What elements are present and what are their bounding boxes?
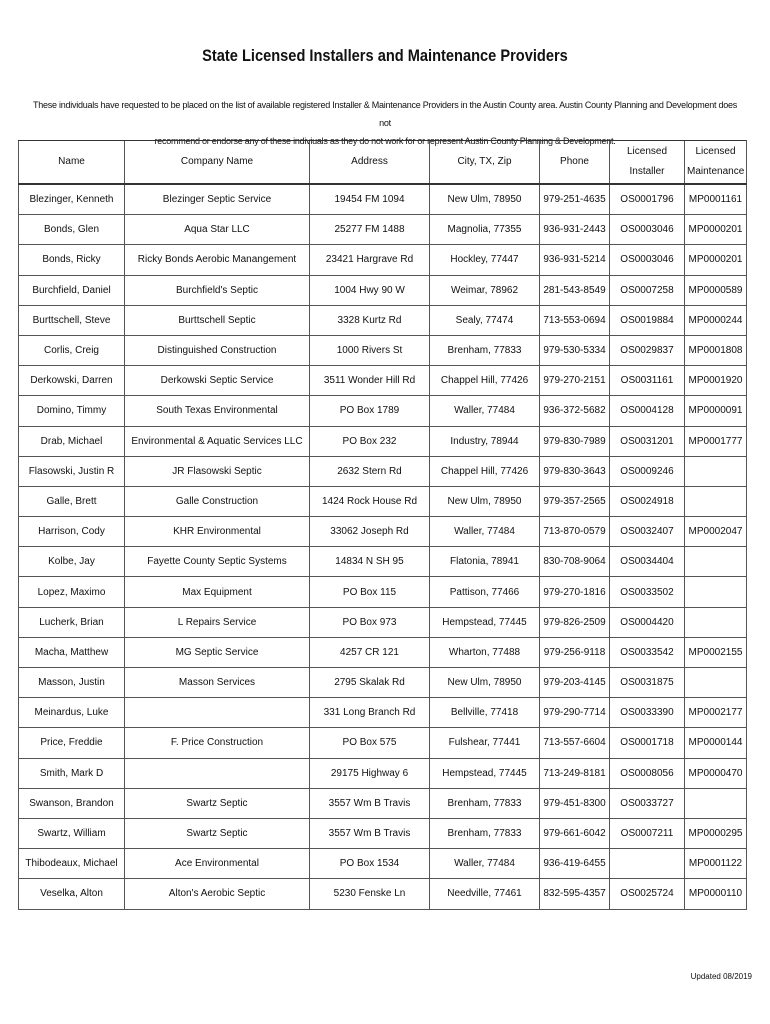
- cell-installer: OS0004420: [610, 607, 685, 637]
- cell-phone: 830-708-9064: [540, 547, 610, 577]
- cell-name: Drab, Michael: [19, 426, 125, 456]
- cell-name: Derkowski, Darren: [19, 366, 125, 396]
- cell-maintenance: MP0000091: [685, 396, 747, 426]
- cell-company: MG Septic Service: [125, 637, 310, 667]
- cell-installer: OS0024918: [610, 486, 685, 516]
- cell-city: Bellville, 77418: [430, 698, 540, 728]
- cell-city: Fulshear, 77441: [430, 728, 540, 758]
- cell-maintenance: MP0002047: [685, 517, 747, 547]
- cell-installer: OS0031875: [610, 668, 685, 698]
- cell-maintenance: MP0000589: [685, 275, 747, 305]
- table-row: [19, 456, 747, 486]
- cell-city: Flatonia, 78941: [430, 547, 540, 577]
- cell-maintenance: MP0000201: [685, 245, 747, 275]
- cell-company: Burttschell Septic: [125, 305, 310, 335]
- cell-maintenance: MP0000201: [685, 215, 747, 245]
- cell-name: Smith, Mark D: [19, 758, 125, 788]
- cell-name: Masson, Justin: [19, 668, 125, 698]
- cell-installer: OS0004128: [610, 396, 685, 426]
- cell-company: Burchfield's Septic: [125, 275, 310, 305]
- cell-installer: OS0003046: [610, 245, 685, 275]
- cell-phone: 936-419-6455: [540, 849, 610, 879]
- column-header-maintenance-line: Maintenance: [687, 166, 745, 177]
- cell-installer: OS0029837: [610, 335, 685, 365]
- cell-name: Lucherk, Brian: [19, 607, 125, 637]
- cell-name: Thibodeaux, Michael: [19, 849, 125, 879]
- table-row: [19, 245, 747, 275]
- cell-phone: 979-251-4635: [540, 184, 610, 215]
- cell-phone: 979-270-1816: [540, 577, 610, 607]
- cell-city: Chappel Hill, 77426: [430, 456, 540, 486]
- table-row: [19, 879, 747, 909]
- cell-city: Waller, 77484: [430, 396, 540, 426]
- cell-company: Aqua Star LLC: [125, 215, 310, 245]
- cell-address: PO Box 1534: [310, 849, 430, 879]
- table-row: [19, 275, 747, 305]
- table-row: [19, 577, 747, 607]
- cell-installer: OS0034404: [610, 547, 685, 577]
- table-row: [19, 215, 747, 245]
- table-row: [19, 668, 747, 698]
- cell-city: New Ulm, 78950: [430, 184, 540, 215]
- cell-name: Price, Freddie: [19, 728, 125, 758]
- cell-phone: 979-256-9118: [540, 637, 610, 667]
- table-row: [19, 305, 747, 335]
- cell-company: Blezinger Septic Service: [125, 184, 310, 215]
- cell-installer: OS0009246: [610, 456, 685, 486]
- cell-company: South Texas Environmental: [125, 396, 310, 426]
- column-header-maintenance: [685, 141, 747, 185]
- table-row: [19, 637, 747, 667]
- cell-installer: OS0001796: [610, 184, 685, 215]
- cell-phone: 979-290-7714: [540, 698, 610, 728]
- cell-company: L Repairs Service: [125, 607, 310, 637]
- table-row: [19, 184, 747, 215]
- cell-address: 5230 Fenske Ln: [310, 879, 430, 909]
- cell-installer: OS0003046: [610, 215, 685, 245]
- table-row: [19, 366, 747, 396]
- cell-phone: 979-830-3643: [540, 456, 610, 486]
- cell-installer: OS0031161: [610, 366, 685, 396]
- table-row: [19, 547, 747, 577]
- cell-city: Waller, 77484: [430, 849, 540, 879]
- column-header-maintenance-line: Licensed: [695, 146, 736, 157]
- cell-name: Swanson, Brandon: [19, 788, 125, 818]
- table-header-row: [19, 141, 747, 185]
- cell-name: Meinardus, Luke: [19, 698, 125, 728]
- cell-address: 23421 Hargrave Rd: [310, 245, 430, 275]
- cell-installer: OS0033390: [610, 698, 685, 728]
- cell-address: 2632 Stern Rd: [310, 456, 430, 486]
- cell-maintenance: [685, 577, 747, 607]
- cell-phone: 979-270-2151: [540, 366, 610, 396]
- cell-maintenance: [685, 547, 747, 577]
- column-header-phone: Phone: [540, 141, 610, 185]
- cell-phone: 713-553-0694: [540, 305, 610, 335]
- cell-address: 4257 CR 121: [310, 637, 430, 667]
- cell-company: Galle Construction: [125, 486, 310, 516]
- cell-name: Lopez, Maximo: [19, 577, 125, 607]
- cell-city: Hockley, 77447: [430, 245, 540, 275]
- cell-phone: 979-530-5334: [540, 335, 610, 365]
- table-row: [19, 758, 747, 788]
- cell-address: 2795 Skalak Rd: [310, 668, 430, 698]
- cell-installer: OS0007258: [610, 275, 685, 305]
- cell-address: PO Box 973: [310, 607, 430, 637]
- cell-address: 25277 FM 1488: [310, 215, 430, 245]
- cell-city: Brenham, 77833: [430, 788, 540, 818]
- cell-maintenance: MP0001161: [685, 184, 747, 215]
- cell-company: Alton's Aerobic Septic: [125, 879, 310, 909]
- table-row: [19, 426, 747, 456]
- cell-maintenance: MP0000470: [685, 758, 747, 788]
- cell-maintenance: MP0002155: [685, 637, 747, 667]
- table-body: [19, 184, 747, 909]
- cell-phone: 832-595-4357: [540, 879, 610, 909]
- cell-company: JR Flasowski Septic: [125, 456, 310, 486]
- cell-company: F. Price Construction: [125, 728, 310, 758]
- cell-name: Flasowski, Justin R: [19, 456, 125, 486]
- cell-address: 1004 Hwy 90 W: [310, 275, 430, 305]
- table-row: [19, 607, 747, 637]
- cell-city: Waller, 77484: [430, 517, 540, 547]
- cell-name: Burttschell, Steve: [19, 305, 125, 335]
- cell-name: Swartz, William: [19, 818, 125, 848]
- cell-name: Corlis, Creig: [19, 335, 125, 365]
- cell-company: Ricky Bonds Aerobic Manangement: [125, 245, 310, 275]
- cell-phone: 979-826-2509: [540, 607, 610, 637]
- cell-company: KHR Environmental: [125, 517, 310, 547]
- cell-installer: OS0031201: [610, 426, 685, 456]
- cell-address: 3328 Kurtz Rd: [310, 305, 430, 335]
- table-row: [19, 849, 747, 879]
- cell-company: [125, 698, 310, 728]
- column-header-name: Name: [19, 141, 125, 185]
- cell-maintenance: [685, 607, 747, 637]
- cell-name: Veselka, Alton: [19, 879, 125, 909]
- cell-company: Environmental & Aquatic Services LLC: [125, 426, 310, 456]
- cell-installer: OS0033727: [610, 788, 685, 818]
- cell-phone: 979-661-6042: [540, 818, 610, 848]
- table-row: [19, 698, 747, 728]
- cell-address: 3557 Wm B Travis: [310, 818, 430, 848]
- cell-phone: 713-557-6604: [540, 728, 610, 758]
- cell-phone: 979-830-7989: [540, 426, 610, 456]
- table-row: [19, 788, 747, 818]
- cell-name: Domino, Timmy: [19, 396, 125, 426]
- cell-maintenance: MP0002177: [685, 698, 747, 728]
- cell-company: Fayette County Septic Systems: [125, 547, 310, 577]
- cell-maintenance: [685, 668, 747, 698]
- cell-address: 29175 Highway 6: [310, 758, 430, 788]
- cell-company: Masson Services: [125, 668, 310, 698]
- cell-address: 3557 Wm B Travis: [310, 788, 430, 818]
- cell-city: Brenham, 77833: [430, 335, 540, 365]
- cell-phone: 713-870-0579: [540, 517, 610, 547]
- intro-line: These individuals have requested to be placed on the list of available registered Installer & Maintenance Providers in the Austin County area. Austin County Planning and Development does not: [33, 100, 737, 128]
- intro-line: recommend or endorse any of these indiviuals as they do not work for or represent Austin County Planning & Development.: [154, 136, 616, 146]
- cell-address: 331 Long Branch Rd: [310, 698, 430, 728]
- cell-name: Galle, Brett: [19, 486, 125, 516]
- cell-city: Needville, 77461: [430, 879, 540, 909]
- cell-name: Blezinger, Kenneth: [19, 184, 125, 215]
- cell-installer: [610, 849, 685, 879]
- cell-phone: 936-372-5682: [540, 396, 610, 426]
- cell-maintenance: MP0000110: [685, 879, 747, 909]
- cell-name: Harrison, Cody: [19, 517, 125, 547]
- cell-phone: 979-451-8300: [540, 788, 610, 818]
- cell-installer: OS0001718: [610, 728, 685, 758]
- cell-address: 14834 N SH 95: [310, 547, 430, 577]
- cell-maintenance: [685, 456, 747, 486]
- cell-address: 19454 FM 1094: [310, 184, 430, 215]
- cell-installer: OS0033502: [610, 577, 685, 607]
- cell-company: Distinguished Construction: [125, 335, 310, 365]
- cell-phone: 936-931-5214: [540, 245, 610, 275]
- cell-maintenance: [685, 486, 747, 516]
- cell-maintenance: MP0001122: [685, 849, 747, 879]
- cell-name: Macha, Matthew: [19, 637, 125, 667]
- table-row: [19, 335, 747, 365]
- providers-table: [18, 140, 747, 910]
- cell-maintenance: MP0000144: [685, 728, 747, 758]
- cell-city: Wharton, 77488: [430, 637, 540, 667]
- table-row: [19, 728, 747, 758]
- table-row: [19, 396, 747, 426]
- cell-city: Hempstead, 77445: [430, 758, 540, 788]
- cell-installer: OS0032407: [610, 517, 685, 547]
- cell-company: Ace Environmental: [125, 849, 310, 879]
- cell-name: Bonds, Ricky: [19, 245, 125, 275]
- cell-maintenance: MP0000295: [685, 818, 747, 848]
- cell-maintenance: MP0001777: [685, 426, 747, 456]
- cell-phone: 979-203-4145: [540, 668, 610, 698]
- cell-city: New Ulm, 78950: [430, 486, 540, 516]
- page-title: State Licensed Installers and Maintenance Providers: [202, 46, 568, 65]
- cell-address: 33062 Joseph Rd: [310, 517, 430, 547]
- cell-phone: 281-543-8549: [540, 275, 610, 305]
- column-header-city: City, TX, Zip: [430, 141, 540, 185]
- cell-maintenance: MP0001808: [685, 335, 747, 365]
- cell-installer: OS0008056: [610, 758, 685, 788]
- column-header-installer: Licensed Installer: [610, 141, 685, 185]
- cell-company: Swartz Septic: [125, 818, 310, 848]
- cell-installer: OS0019884: [610, 305, 685, 335]
- cell-address: 1424 Rock House Rd: [310, 486, 430, 516]
- cell-company: [125, 758, 310, 788]
- cell-address: PO Box 115: [310, 577, 430, 607]
- cell-address: PO Box 1789: [310, 396, 430, 426]
- cell-installer: OS0007211: [610, 818, 685, 848]
- column-header-company: Company Name: [125, 141, 310, 185]
- cell-maintenance: MP0001920: [685, 366, 747, 396]
- cell-address: PO Box 575: [310, 728, 430, 758]
- cell-company: Max Equipment: [125, 577, 310, 607]
- cell-city: Brenham, 77833: [430, 818, 540, 848]
- cell-maintenance: MP0000244: [685, 305, 747, 335]
- cell-phone: 936-931-2443: [540, 215, 610, 245]
- cell-company: Derkowski Septic Service: [125, 366, 310, 396]
- cell-phone: 713-249-8181: [540, 758, 610, 788]
- cell-city: Sealy, 77474: [430, 305, 540, 335]
- updated-date: Updated 08/2019: [690, 972, 752, 981]
- cell-city: Industry, 78944: [430, 426, 540, 456]
- cell-name: Burchfield, Daniel: [19, 275, 125, 305]
- cell-city: Weimar, 78962: [430, 275, 540, 305]
- cell-address: 1000 Rivers St: [310, 335, 430, 365]
- cell-city: Magnolia, 77355: [430, 215, 540, 245]
- table-row: [19, 818, 747, 848]
- cell-city: Chappel Hill, 77426: [430, 366, 540, 396]
- cell-city: New Ulm, 78950: [430, 668, 540, 698]
- table-row: [19, 517, 747, 547]
- cell-installer: OS0033542: [610, 637, 685, 667]
- cell-city: Hempstead, 77445: [430, 607, 540, 637]
- cell-city: Pattison, 77466: [430, 577, 540, 607]
- cell-company: Swartz Septic: [125, 788, 310, 818]
- cell-name: Bonds, Glen: [19, 215, 125, 245]
- column-header-address: Address: [310, 141, 430, 185]
- table-row: [19, 486, 747, 516]
- cell-address: PO Box 232: [310, 426, 430, 456]
- cell-address: 3511 Wonder Hill Rd: [310, 366, 430, 396]
- cell-installer: OS0025724: [610, 879, 685, 909]
- cell-phone: 979-357-2565: [540, 486, 610, 516]
- cell-name: Kolbe, Jay: [19, 547, 125, 577]
- cell-maintenance: [685, 788, 747, 818]
